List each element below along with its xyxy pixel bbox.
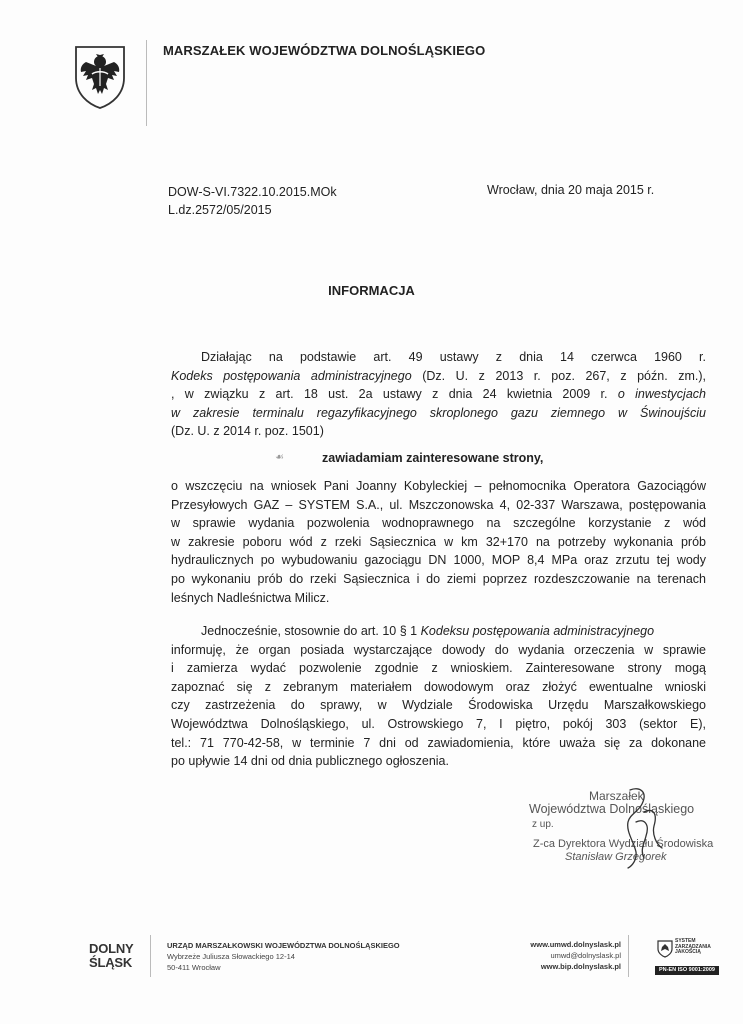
paragraph-line: czy zastrzeżenia do sprawy, w Wydziale Środowiska Urzędu Marszałkowskiego bbox=[171, 698, 706, 713]
footer-email-link[interactable]: umwd@dolnyslask.pl bbox=[550, 951, 621, 960]
certificate-line: JAKOŚCIĄ bbox=[675, 949, 701, 955]
eagle-coat-of-arms-icon bbox=[72, 44, 128, 110]
case-references bbox=[168, 183, 337, 219]
paragraph-line: hydraulicznych po wybudowaniu gazociągu DN 1000, MOP 8,4 MPa oraz zrzutu tej wody bbox=[171, 553, 706, 568]
paragraph-line: i zamierza wydać pozwolenie zgodnie z wnioskiem. Zainteresowane strony mogą bbox=[171, 661, 706, 676]
footer-address-street: Wybrzeże Juliusza Słowackiego 12-14 bbox=[167, 952, 295, 961]
paragraph-line bbox=[171, 385, 706, 404]
paragraph-fragment: (Dz. U. z 2013 r. poz. 267, z późn. zm.), bbox=[411, 368, 706, 383]
code-title-italic: Kodeks postępowania administracyjnego bbox=[171, 368, 412, 383]
paragraph-fragment: Jednocześnie, stosownie do art. 10 § 1 bbox=[201, 624, 421, 638]
paragraph-line: w zakresie poboru wód z rzeki Sąsiecznica w km 32+170 na potrzeby wykonania prób bbox=[171, 534, 706, 549]
certificate-line: ZARZĄDZANIA bbox=[675, 943, 711, 950]
footer-bip-link[interactable]: www.bip.dolnyslask.pl bbox=[540, 962, 621, 971]
stamp-line-authorization: z up. bbox=[532, 819, 554, 830]
dolny-slask-logo bbox=[89, 942, 134, 970]
stamp-line-office: Województwa Dolnośląskiego bbox=[529, 802, 695, 816]
paragraph-line: tel.: 71 770-42-58, w terminie 7 dni od zawiadomienia, które uważa się za dokonane bbox=[171, 735, 706, 750]
paragraph-line: w zakresie terminalu regazyfikacyjnego skroplonego gazu ziemnego w Świnoujściu bbox=[171, 405, 706, 420]
stamp-line-position: Z-ca Dyrektora Wydziału Środowiska bbox=[533, 838, 714, 850]
act-title-italic: o inwestycjach bbox=[617, 387, 706, 402]
logo-line: ŚLĄSK bbox=[89, 955, 133, 970]
paragraph-fragment: , w związku z art. 18 ust. 2a ustawy z dnia 24 kwietnia 2009 r. bbox=[171, 387, 618, 402]
paragraph-line bbox=[171, 367, 706, 386]
paragraph-line: Województwa Dolnośląskiego, ul. Ostrowskiego 7, I piętro, pokój 303 (sektor E), bbox=[171, 716, 706, 731]
notice-heading: zawiadamiam zainteresowane strony, bbox=[322, 451, 544, 465]
paragraph-line: po upływie 14 dni od dnia publicznego ogłoszenia. bbox=[171, 754, 449, 769]
certificate-standard: PN-EN ISO 9001:2009 bbox=[655, 966, 719, 975]
code-title-italic: Kodeksu postępowania administracyjnego bbox=[420, 624, 655, 638]
certificate-line: SYSTEM bbox=[675, 938, 696, 944]
footer-office bbox=[167, 940, 400, 973]
footer-divider bbox=[150, 935, 151, 977]
paragraph-line: po wykonaniu prób do rzeki Sąsiecznica i do ziemi poprzez rozdeszczowanie na terenach bbox=[171, 571, 706, 586]
paragraph-line: w sprawie wydania pozwolenia wodnoprawnego na szczególne korzystanie z wód bbox=[171, 516, 706, 531]
paragraph-line: leśnych Nadleśnictwa Milicz. bbox=[171, 590, 330, 605]
paragraph-line: zapoznać się z zebranym materiałem dowodowym oraz złożyć ewentualne wnioski bbox=[171, 679, 706, 694]
place-and-date: Wrocław, dnia 20 maja 2015 r. bbox=[487, 183, 655, 197]
office-title: MARSZAŁEK WOJEWÓDZTWA DOLNOŚLĄSKIEGO bbox=[163, 43, 486, 58]
evidence-paragraph bbox=[171, 622, 706, 771]
paragraph-line: informuję, że organ posiada wystarczające dowody do wydania orzeczenia w sprawie bbox=[171, 642, 706, 657]
footer-address-city: 50-411 Wrocław bbox=[167, 963, 221, 972]
journal-number: L.dz.2572/05/2015 bbox=[168, 203, 272, 217]
footer-divider bbox=[628, 935, 629, 977]
paragraph-line: Działając na podstawie art. 49 ustawy z dnia 14 czerwca 1960 r. bbox=[201, 350, 706, 364]
paragraph-line: o wszczęciu na wniosek Pani Joanny Kobyleckiej – pełnomocnika Operatora Gazociągów bbox=[171, 479, 706, 493]
footer-office-name: URZĄD MARSZAŁKOWSKI WOJEWÓDZTWA DOLNOŚLĄSKIEGO bbox=[167, 941, 400, 950]
decorative-mark: ☙ bbox=[275, 452, 284, 463]
certificate-text bbox=[675, 939, 711, 956]
document-title: INFORMACJA bbox=[328, 283, 415, 298]
case-number: DOW-S-VI.7322.10.2015.MOk bbox=[168, 185, 337, 199]
proceedings-paragraph bbox=[171, 477, 706, 607]
footer-website-link[interactable]: www.umwd.dolnyslask.pl bbox=[530, 940, 621, 949]
quality-certificate-icon bbox=[657, 940, 673, 958]
stamp-line-title: Marszałek bbox=[589, 789, 644, 803]
legal-basis-paragraph bbox=[171, 348, 706, 441]
footer-links bbox=[530, 939, 621, 972]
stamp-line-name: Stanisław Grzegorek bbox=[565, 851, 667, 863]
logo-line: DOLNY bbox=[89, 941, 134, 956]
paragraph-line: (Dz. U. z 2014 r. poz. 1501) bbox=[171, 424, 324, 439]
paragraph-line bbox=[171, 622, 706, 641]
header-divider bbox=[146, 40, 147, 126]
quality-certificate-badge bbox=[655, 938, 719, 976]
paragraph-line: Przesyłowych GAZ – SYSTEM S.A., ul. Mszczonowska 4, 02-337 Warszawa, postępowania bbox=[171, 497, 706, 512]
